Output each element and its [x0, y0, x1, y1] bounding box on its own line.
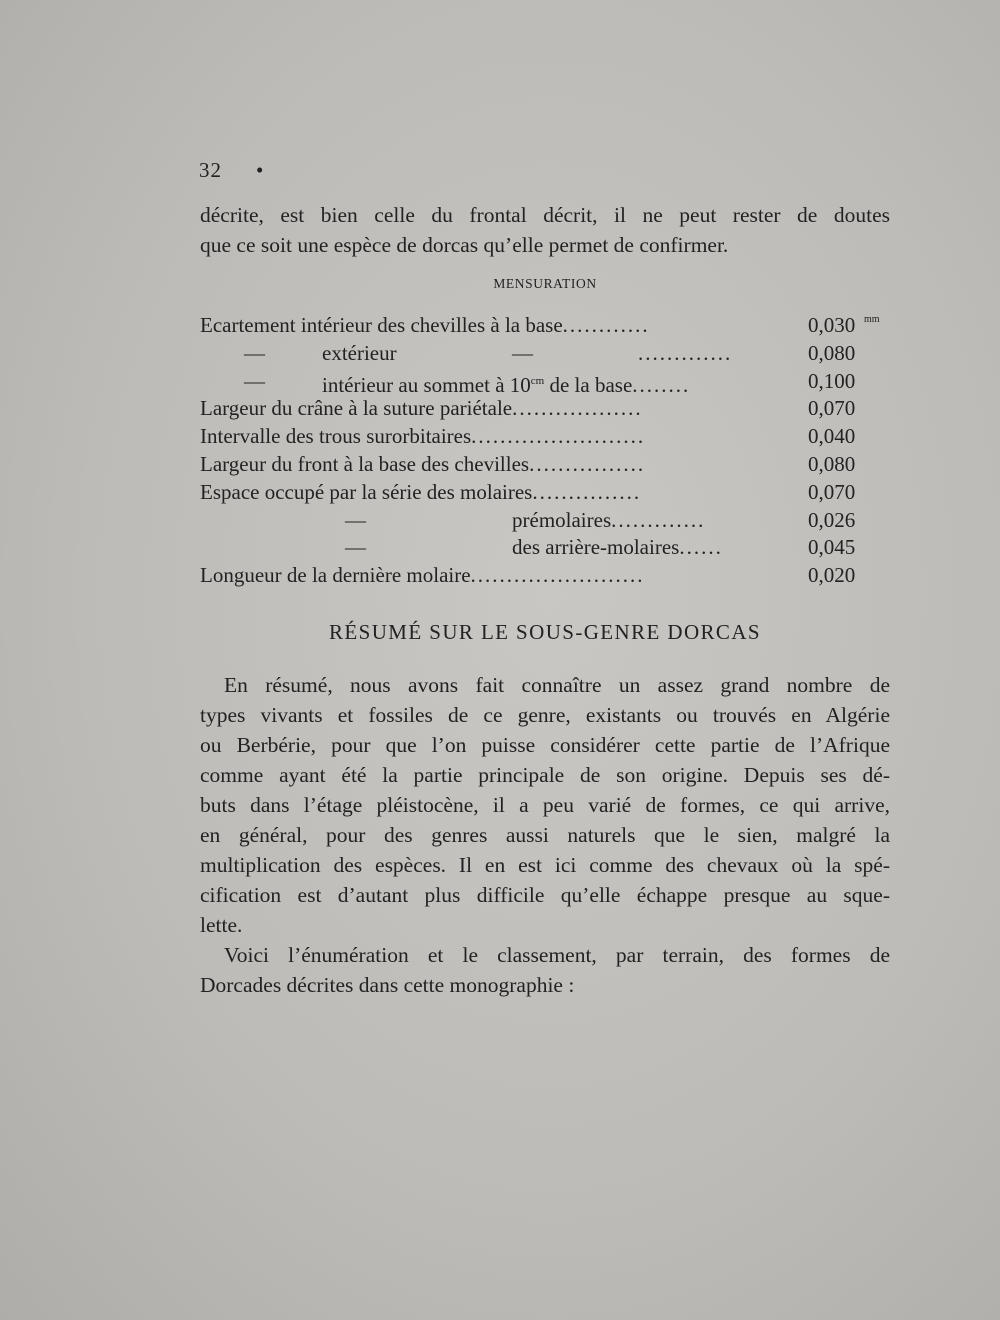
page-number: 32 [199, 158, 222, 182]
ditto-dash: — [345, 507, 366, 532]
measurement-value: 0,045 [808, 535, 856, 560]
ditto-dash: — [345, 535, 366, 560]
unit-label: mm [864, 314, 880, 325]
measurement-label: Largeur du crâne à la suture pariétale [200, 396, 513, 421]
summary-heading: RÉSUMÉ SUR LE SOUS-GENRE DORCAS [329, 620, 761, 644]
summary-line: en général, pour des genres aussi naturels que le sien, malgré la [200, 823, 890, 847]
unit-superscript: cm [530, 374, 545, 387]
measurement-label: intérieur au sommet à 10 [322, 372, 531, 397]
leader-dots: ........ [632, 372, 691, 397]
intro-line: décrite, est bien celle du frontal décrit, il ne peut rester de doutes [200, 203, 890, 227]
measurement-row [200, 395, 890, 423]
leader-dots: ............ [562, 313, 650, 337]
summary-line: ou Berbérie, pour que l’on puisse considérer cette partie de l’Afrique [200, 733, 890, 757]
measurement-label: Largeur du front à la base des chevilles [200, 451, 530, 476]
leader-dots: ................ [529, 451, 646, 476]
measurement-value: 0,080 [808, 340, 856, 365]
measurement-label-tail: de la base [544, 372, 633, 397]
measurement-value: 0,030 [808, 313, 856, 337]
measurement-row [200, 312, 890, 340]
summary-line: lette. [200, 913, 243, 937]
summary-line: buts dans l’étage pléistocène, il a peu varié de formes, ce qui arrive, [200, 793, 890, 817]
measurement-row [200, 340, 890, 368]
measurement-value: 0,026 [808, 507, 856, 532]
measurement-label: Longueur de la dernière molaire [200, 563, 471, 588]
summary-line: cification est d’autant plus difficile qu’elle échappe presque au sque- [200, 883, 890, 907]
mensuration-heading: MENSURATION [493, 276, 597, 291]
leader-dots: ........................ [471, 424, 646, 449]
measurement-row [200, 562, 890, 590]
measurement-label: Espace occupé par la série des molaires [200, 479, 533, 504]
measurement-row [200, 451, 890, 479]
measurement-value: 0,040 [808, 424, 856, 449]
leader-dots: ........................ [470, 563, 645, 588]
leader-dots: ............... [532, 479, 642, 504]
leader-dots: .................. [512, 396, 643, 421]
leader-dots: ............. [611, 507, 706, 532]
intro-line: que ce soit une espèce de dorcas qu’elle permet de confirmer. [200, 233, 729, 257]
measurement-row [200, 534, 890, 562]
measurement-label: des arrière-molaires [512, 535, 680, 560]
leader-dots: ............. [638, 340, 733, 365]
measurement-label: Ecartement intérieur des chevilles à la base [200, 313, 563, 337]
measurement-value: 0,070 [808, 479, 856, 504]
summary-line: multiplication des espèces. Il en est ici comme des chevaux où la spé- [200, 853, 890, 877]
measurement-table [200, 312, 890, 590]
measurement-label: extérieur [322, 340, 397, 365]
measurement-value: 0,020 [808, 563, 856, 588]
measurement-label: prémolaires [512, 507, 612, 532]
enumeration-line: Dorcades décrites dans cette monographie : [200, 973, 575, 997]
ditto-dash: — [244, 368, 265, 393]
summary-line: types vivants et fossiles de ce genre, existants ou trouvés en Algérie [200, 703, 890, 727]
leader-dots: ...... [679, 535, 723, 560]
intro-paragraph [200, 200, 890, 260]
summary-paragraph [200, 670, 890, 940]
measurement-row [200, 479, 890, 507]
measurement-value: 0,080 [808, 451, 856, 476]
summary-line: En résumé, nous avons fait connaître un assez grand nombre de [224, 673, 890, 697]
ditto-dash: — [512, 340, 533, 365]
measurement-value: 0,100 [808, 368, 856, 393]
summary-line: comme ayant été la partie principale de son origine. Depuis ses dé- [200, 763, 890, 787]
enumeration-line: Voici l’énumération et le classement, par terrain, des formes de [224, 943, 890, 967]
ditto-dash: — [244, 340, 265, 365]
measurement-row [200, 368, 890, 396]
measurement-row [200, 423, 890, 451]
page-mark: • [256, 158, 264, 182]
measurement-value: 0,070 [808, 396, 856, 421]
enumeration-paragraph [200, 940, 890, 1000]
measurement-label: Intervalle des trous surorbitaires [200, 424, 472, 449]
measurement-row [200, 507, 890, 535]
